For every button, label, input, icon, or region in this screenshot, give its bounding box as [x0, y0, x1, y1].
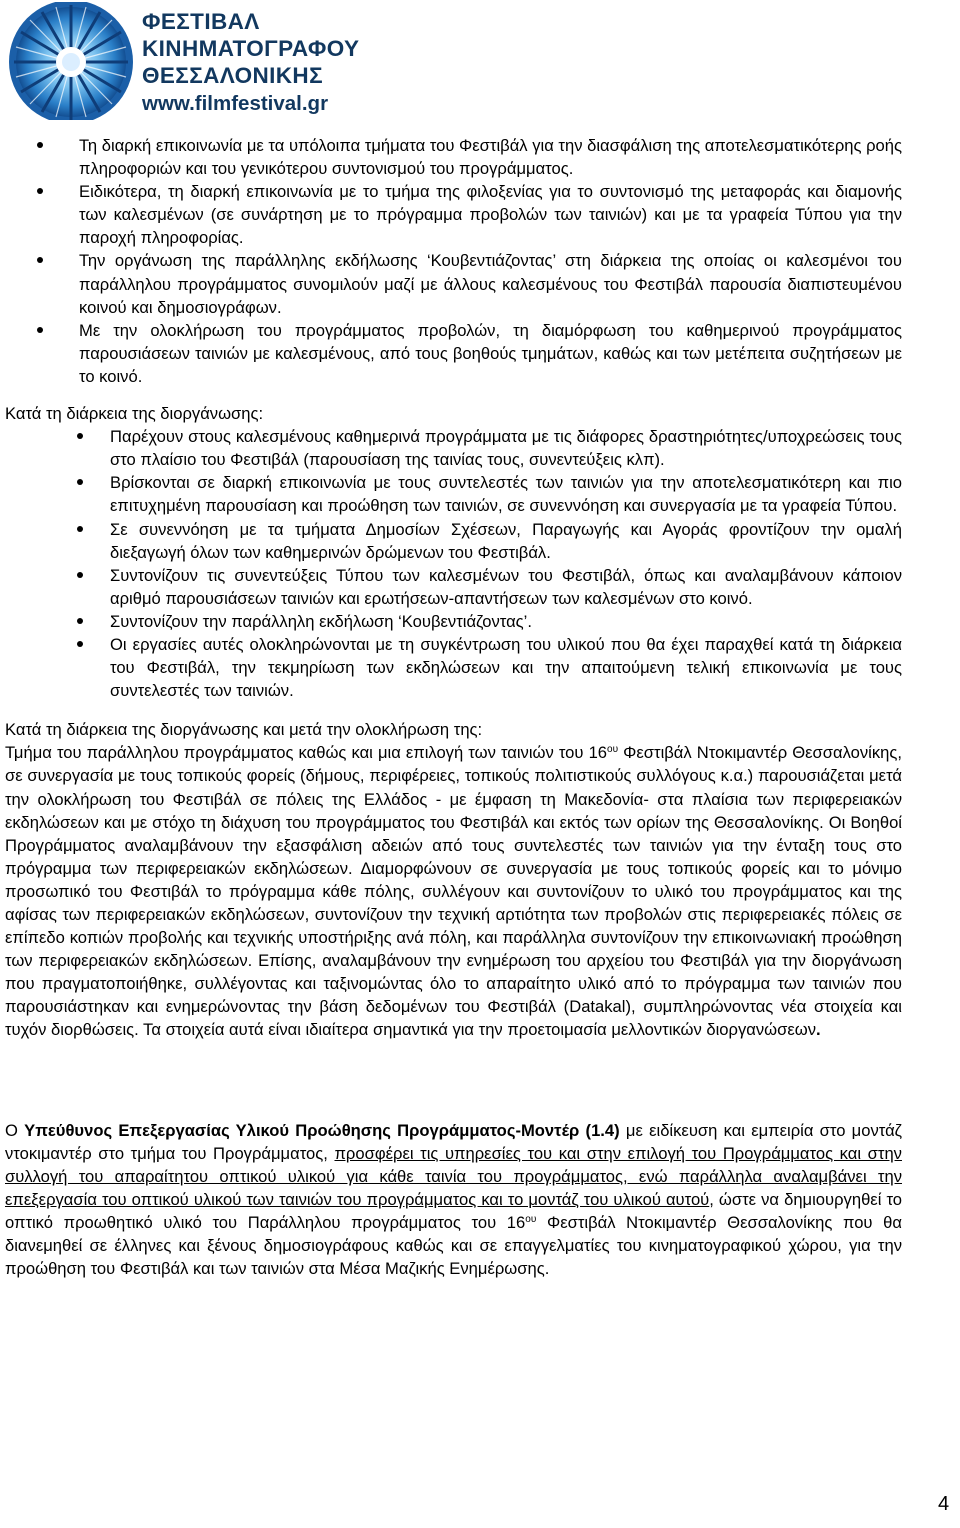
ordinal-suffix: ου	[525, 1213, 537, 1225]
logo-title	[142, 8, 359, 89]
logo-title-line: ΚΙΝΗΜΑΤΟΓΡΑΦΟΥ	[142, 36, 360, 61]
paragraph-end: .	[816, 1020, 821, 1040]
paragraph-text: Φεστιβάλ Ντοκιμαντέρ Θεσσαλονίκης, σε συνεργασία με τους τοπικούς φορείς (δήμους, περιφέρειες, τοπικούς πολιτιστικούς συλλόγους κ.α.) παρουσιάζεται μετά την ολοκλήρωση του Φεστιβάλ σε πόλεις της Ελλάδος - με έμφαση τη Μακεδονία- στα πλαίσια των περιφερειακών εκδηλώσεων και με στόχο τη διάχυση του προγράμματος του Φεστιβάλ και εκτός των ορίων της Θεσσαλονίκης. Οι Βοηθοί Προγράμματος αναλαμβάνουν την εξασφάλιση αδειών από τους συντελεστές των ταινιών για την ένταξη τους στο πρόγραμμα των περιφερειακών εκδηλώσεων. Διαμορφώνουν σε συνεργασία με τους τοπικούς φορείς και το μόνιμο προσωπικό του Φεστιβάλ το πρόγραμμα κάθε πόλης, συλλέγουν και συντονίζουν το υλικό του προγράμματος και της αφίσας των περιφερειακών εκδηλώσεων, συντονίζουν την τεχνική αρτιότητα των προβολών στις περιφερειακές πόλεις σε επίπεδο κοπιών προβολής και τεχνικής υποστήριξης ανά πόλη, και παράλληλα συντονίζουν την επικοινωνιακή προώθηση των περιφερειακών εκδηλώσεων. Επίσης, αναλαμβάνουν την ενημέρωση του αρχείου του Φεστιβάλ για την διοργάνωση που πραγματοποιήθηκε, συλλέγοντας και ταξινομώντας όλο το απαραίτητο υλικό από το πρόγραμμα των ταινιών που παρουσιάστηκαν και ενημερώνοντας την βάση δεδομένων του Φεστιβάλ (Datakal), συμπληρώνοντας νέα στοιχεία και τυχόν διορθώσεις. Τα στοιχεία αυτά είναι ιδιαίτερα σημαντικά για την προετοιμασία μελλοντικών διοργανώσεων	[5, 743, 902, 1040]
paragraph-text: , ώστε να δημιουργηθεί το οπτικό προωθητικό υλικό του Παράλληλου προγράμματος του 16	[5, 1189, 902, 1232]
sunburst-emblem-icon	[4, 2, 138, 120]
list-item: Με την ολοκλήρωση του προγράμματος προβολών, τη διαμόρφωση του καθημερινού προγράμματος παρουσιάσεων ταινιών με καλεσμένους, από τους βοηθούς τμημάτων, καθώς και των μετέπειτα συζητήσεων με το κοινό.	[5, 319, 902, 388]
list-item: Οι εργασίες αυτές ολοκληρώνονται με τη συγκέντρωση του υλικού που θα έχει παραχθεί κατά τη διάρκεια του Φεστιβάλ, την τεκμηρίωση των εκδηλώσεων και την απαιτούμενη τελική επικοινωνία με τους συντελεστές των ταινιών.	[5, 633, 902, 702]
list-item: Τη διαρκή επικοινωνία με τα υπόλοιπα τμήματα του Φεστιβάλ για την διασφάλιση της αποτελεσματικότερης ροής πληροφοριών και του γενικότερου συντονισμού του προγράμματος.	[5, 134, 902, 180]
document-body	[5, 134, 902, 1280]
role-title: Υπεύθυνος Επεξεργασίας Υλικού Προώθησης Προγράμματος-Μοντέρ (1.4)	[24, 1120, 620, 1140]
ordinal-suffix: ου	[607, 744, 619, 756]
section-intro-during-after: Κατά τη διάρκεια της διοργάνωσης και μετά την ολοκλήρωση της:	[5, 720, 483, 740]
list-item: Παρέχουν στους καλεσμένους καθημερινά προγράμματα με τις διάφορες δραστηριότητες/υποχρεώσεις τους στο πλαίσιο του Φεστιβάλ (παρουσίαση της ταινίας τους, συνεντεύξεις κλπ).	[5, 425, 902, 471]
duties-list	[5, 134, 902, 388]
list-item: Ειδικότερα, τη διαρκή επικοινωνία με το τμήμα της φιλοξενίας για το συντονισμό της μεταφοράς και διαμονής των καλεσμένων (σε συνάρτηση με το πρόγραμμα προβολών των ταινιών) και με τα γραφεία Τύπου για την παροχή πληροφορίας.	[5, 180, 902, 249]
underlined-text: προσφέρει τις υπηρεσίες του και στην επιλογή του Προγράμματος και στην συλλογή του απαραίτητου οπτικού υλικού για κάθε ταινία του προγράμματος, ενώ παράλληλα αναλαμβάνει την επεξεργασία του οπτικού υλικού των ταινιών του προγράμματος και το μοντάζ του υλικού αυτού	[5, 1143, 902, 1209]
list-item: Βρίσκονται σε διαρκή επικοινωνία με τους συντελεστές των ταινιών για την αποτελεσματικότερη και πιο επιτυχημένη παρουσίαση και προώθηση των ταινιών, σε συνεννόηση και συνεργασία με τα γραφεία Τύπου.	[5, 471, 902, 517]
list-item: Σε συνεννόηση με τα τμήματα Δημοσίων Σχέσεων, Παραγωγής και Αγοράς φροντίζουν την ομαλή διεξαγωγή όλων των καθημερινών δρώμενων του Φεστιβάλ.	[5, 518, 902, 564]
logo-title-line: ΘΕΣΣΑΛΟΝΙΚΗΣ	[142, 63, 323, 88]
paragraph-text: με ειδίκευση και εμπειρία στο μοντάζ ντοκιμαντέρ στο τμήμα του Προγράμματος,	[5, 1120, 902, 1163]
logo-url: www.filmfestival.gr	[142, 92, 329, 115]
page-number: 4	[938, 1493, 950, 1515]
paragraph-text: Φεστιβάλ Ντοκιμαντέρ Θεσσαλονίκης που θα διανεμηθεί σε έλληνες και ξένους δημοσιογράφους καθώς και σε επαγγελματίες του κινηματογραφικού χώρου, για την προώθηση του Φεστιβάλ και των ταινιών στα Μέσα Μαζικής Ενημέρωσης.	[5, 1212, 902, 1279]
festival-logo	[4, 2, 374, 120]
list-item: Συντονίζουν την παράλληλη εκδήλωση ‘Κουβεντιάζοντας’.	[5, 610, 902, 633]
list-item: Την οργάνωση της παράλληλης εκδήλωσης ‘Κουβεντιάζοντας’ στη διάρκεια της οποίας οι καλεσμένοι του παράλληλου προγράμματος συνομιλούν μαζί με άλλους καλεσμένους του Φεστιβάλ παρουσία διαπιστευμένου κοινού και δημοσιογράφων.	[5, 249, 902, 318]
list-item: Συντονίζουν τις συνεντεύξεις Τύπου των καλεσμένων του Φεστιβάλ, όπως και αναλαμβάνουν κάποιον αριθμό παρουσιάσεων ταινιών και ερωτήσεων-απαντήσεων των καλεσμένων στο κοινό.	[5, 564, 902, 610]
regional-events-paragraph	[5, 741, 902, 1041]
section-intro-during: Κατά τη διάρκεια της διοργάνωσης:	[5, 404, 264, 424]
editor-role-paragraph	[5, 1119, 902, 1281]
logo-title-line: ΦΕΣΤΙΒΑΛ	[142, 9, 260, 34]
paragraph-text: Τμήμα του παράλληλου προγράμματος καθώς και μια επιλογή των ταινιών του 16	[5, 743, 608, 763]
during-event-list	[5, 425, 902, 702]
role-prefix: Ο	[5, 1120, 25, 1140]
